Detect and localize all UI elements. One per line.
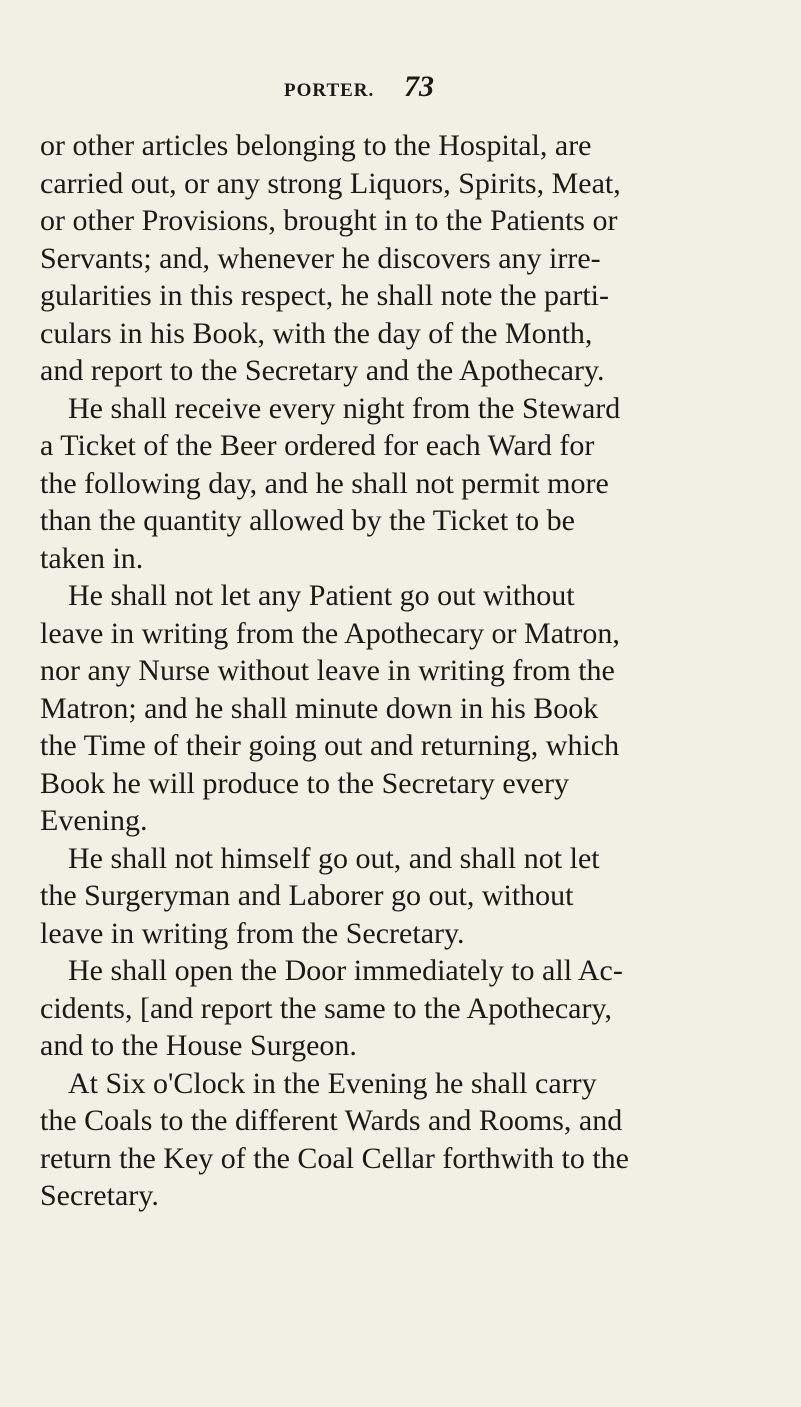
text-line: the Time of their going out and returning, which	[40, 729, 620, 762]
text-line: the following day, and he shall not permit more	[40, 466, 609, 500]
text-line: and to the House Surgeon.	[40, 1029, 357, 1062]
paragraph-1	[40, 127, 740, 390]
text-line: Matron; and he shall minute down in his Book	[40, 691, 599, 725]
text-line: or other Provisions, brought in to the Patients or	[40, 204, 618, 237]
text-line: leave in writing from the Secretary.	[40, 916, 465, 950]
paragraph-6	[40, 1065, 740, 1215]
text-line: At Six o'Clock in the Evening he shall carry	[68, 1066, 597, 1100]
text-line: culars in his Book, with the day of the Month,	[40, 316, 593, 350]
text-line: cidents, [and report the same to the Apothecary,	[40, 991, 613, 1025]
running-title: PORTER.	[284, 80, 375, 101]
text-line: Servants; and, whenever he discovers any irre-	[40, 241, 601, 275]
text-line: or other articles belonging to the Hospital, are	[40, 129, 592, 162]
body-text	[40, 127, 740, 1215]
text-line: gularities in this respect, he shall note the parti-	[40, 279, 610, 312]
paragraph-3	[40, 577, 740, 840]
text-line: leave in writing from the Apothecary or Matron,	[40, 616, 620, 650]
text-line: He shall not let any Patient go out without	[68, 579, 575, 612]
text-line: the Surgeryman and Laborer go out, without	[40, 879, 574, 912]
page-number: 73	[404, 70, 434, 103]
paragraph-4	[40, 840, 740, 953]
text-line: Evening.	[40, 804, 148, 837]
text-line: nor any Nurse without leave in writing from the	[40, 654, 615, 687]
text-line: a Ticket of the Beer ordered for each Ward for	[40, 429, 595, 462]
text-line: carried out, or any strong Liquors, Spirits, Meat,	[40, 166, 621, 200]
paragraph-5	[40, 952, 740, 1065]
text-line: He shall not himself go out, and shall not let	[68, 841, 600, 875]
text-line: than the quantity allowed by the Ticket to be	[40, 504, 575, 537]
text-line: taken in.	[40, 541, 144, 575]
text-line: the Coals to the different Wards and Rooms, and	[40, 1104, 623, 1137]
text-line: and report to the Secretary and the Apothecary.	[40, 354, 605, 387]
text-line: He shall receive every night from the Steward	[68, 391, 621, 425]
text-line: Book he will produce to the Secretary every	[40, 766, 569, 800]
running-head	[0, 70, 801, 110]
paragraph-2	[40, 390, 740, 578]
text-line: return the Key of the Coal Cellar forthwith to the	[40, 1141, 629, 1175]
text-line: He shall open the Door immediately to all Ac-	[68, 954, 623, 987]
text-line: Secretary.	[40, 1179, 159, 1212]
